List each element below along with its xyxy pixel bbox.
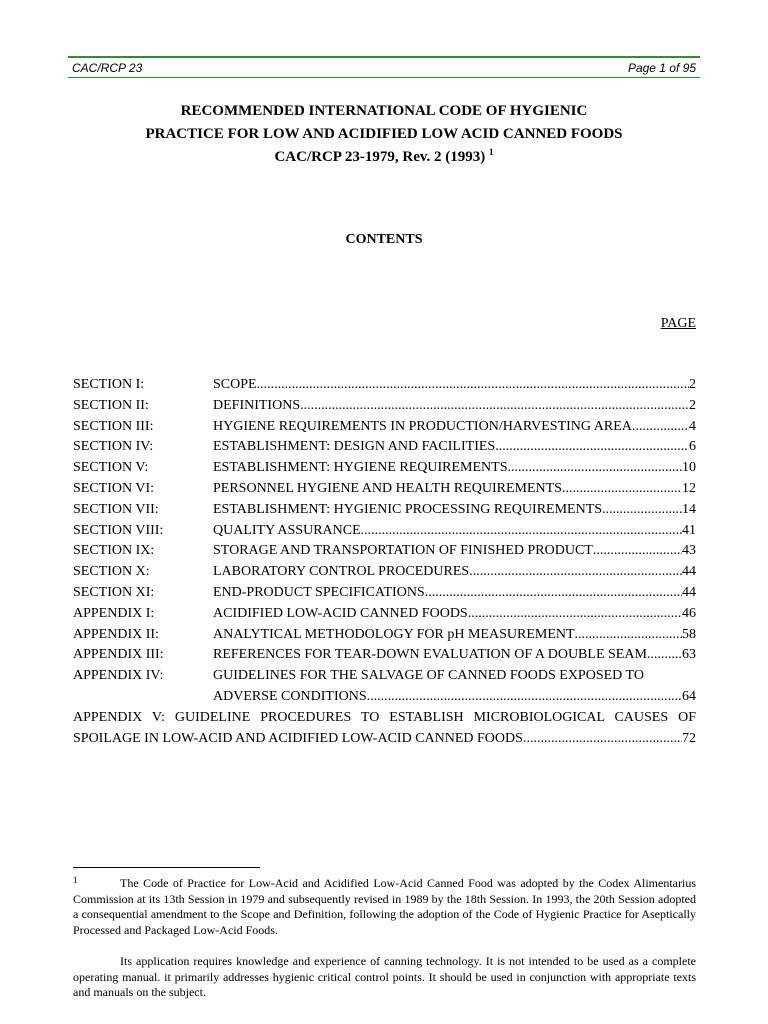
toc-entry[interactable] [73, 583, 696, 604]
toc-entry-label: APPENDIX IV: [73, 668, 164, 684]
toc-entry-appendix-iv-continued[interactable] [73, 687, 696, 708]
toc-entry-text [213, 687, 696, 708]
toc-entry-appendix-v[interactable]: APPENDIX V: GUIDELINE PROCEDURES TO ESTABLISH MICROBIOLOGICAL CAUSES OF [73, 709, 696, 725]
toc-entry-page: 2 [689, 397, 696, 413]
toc-entry-text [213, 625, 696, 646]
toc-leader-dots [575, 625, 682, 646]
toc-entry-page: 46 [682, 605, 696, 621]
title-line-2: PRACTICE FOR LOW AND ACIDIFIED LOW ACID CANNED FOODS [145, 126, 623, 142]
toc-entry-label: SECTION I: [73, 377, 145, 392]
toc-entry-page: 10 [682, 460, 696, 476]
toc-entry[interactable] [73, 396, 696, 417]
toc-entry-page: 63 [682, 647, 696, 663]
toc-entry-text [213, 396, 696, 417]
toc-leader-dots [562, 479, 682, 500]
toc-entry-label: SECTION V: [73, 460, 149, 476]
toc-leader-dots [367, 687, 682, 708]
toc-entry-label: SECTION II: [73, 397, 149, 413]
toc-entry-text [213, 458, 696, 479]
toc-entry-title: ANALYTICAL METHODOLOGY FOR pH MEASUREMENT [213, 626, 575, 642]
toc-entry-title: QUALITY ASSURANCE [213, 522, 361, 538]
toc-entry[interactable] [73, 541, 696, 562]
toc-entry-title: ESTABLISHMENT: HYGIENIC PROCESSING REQUIREMENTS [213, 501, 603, 517]
toc-entry[interactable] [73, 375, 696, 396]
title-footnote-ref[interactable]: 1 [489, 147, 494, 157]
toc-entry-text [213, 604, 696, 625]
toc-leader-dots [508, 458, 683, 479]
contents-heading: CONTENTS [345, 232, 423, 247]
toc-leader-dots [632, 417, 689, 438]
toc-leader-dots [300, 396, 689, 417]
toc-entry[interactable] [73, 500, 696, 521]
footnote [73, 876, 696, 1001]
toc-leader-dots [361, 521, 682, 542]
footnote-paragraph-2: Its application requires knowledge and experience of canning technology. It is not intended to be used as a complete operating manual. it primarily addresses hygienic critical control points. It should be used in conjunction with appropriate texts and manuals on the subject. [73, 954, 696, 999]
table-of-contents [73, 375, 696, 749]
toc-entry-text [213, 562, 696, 583]
toc-entry-page: 2 [689, 377, 696, 392]
toc-entry[interactable] [73, 562, 696, 583]
title-reference: CAC/RCP 23-1979, Rev. 2 (1993) [274, 149, 486, 165]
toc-entry-label: SECTION IV: [73, 439, 154, 455]
toc-entry[interactable] [73, 604, 696, 625]
footnote-paragraph-1: The Code of Practice for Low-Acid and Acidified Low-Acid Canned Food was adopted by the Codex Alimentarius Commission at its 13th Session in 1979 and subsequently revised in 1989 by the 18th Session. In 1993, the 20th Session adopted a consequential amendment to the Scope and Definition, following the adoption of the Code of Hygienic Practice for Aseptically Processed and Packaged Low-Acid Foods. [73, 876, 696, 937]
toc-entry-text [213, 521, 696, 542]
toc-entry-page: 64 [682, 688, 696, 704]
toc-entry-page: 44 [682, 564, 696, 580]
toc-entry-title: DEFINITIONS [213, 397, 301, 413]
toc-entry-page: 4 [689, 418, 696, 434]
toc-entry-page: 72 [682, 730, 696, 746]
header-top-rule [68, 56, 700, 58]
toc-entry[interactable] [73, 645, 696, 666]
toc-entry-label: SECTION VIII: [73, 522, 164, 538]
toc-entry[interactable] [73, 625, 696, 646]
toc-entry-text [213, 437, 696, 458]
toc-entry-title: HYGIENE REQUIREMENTS IN PRODUCTION/HARVESTING AREA [213, 418, 632, 434]
toc-entry-page: 14 [682, 501, 696, 517]
page-column-heading: PAGE [660, 316, 696, 331]
toc-entry-title: ESTABLISHMENT: DESIGN AND FACILITIES [213, 439, 496, 455]
toc-leader-dots [593, 541, 682, 562]
toc-entry[interactable] [73, 521, 696, 542]
toc-entry-label: SECTION III: [73, 418, 154, 434]
document-title [68, 100, 700, 169]
toc-entry-title: GUIDELINES FOR THE SALVAGE OF CANNED FOODS EXPOSED TO [213, 668, 644, 684]
toc-entry[interactable] [73, 437, 696, 458]
title-line-1: RECOMMENDED INTERNATIONAL CODE OF HYGIENIC [180, 103, 588, 119]
toc-entry-title: SCOPE [213, 377, 257, 392]
toc-entry-page: 58 [682, 626, 696, 642]
toc-entry-appendix-iv[interactable] [73, 666, 696, 687]
toc-entry-title: SPOILAGE IN LOW-ACID AND ACIDIFIED LOW-ACID CANNED FOODS [73, 730, 523, 746]
toc-entry[interactable] [73, 458, 696, 479]
document-code: CAC/RCP 23 [72, 61, 143, 75]
footnote-mark: 1 [73, 875, 78, 885]
toc-entry-text [213, 479, 696, 500]
toc-entry-label: APPENDIX II: [73, 626, 159, 642]
toc-entry-page: 6 [689, 439, 696, 455]
title-line-3 [68, 146, 700, 169]
toc-entry[interactable] [73, 417, 696, 438]
toc-leader-dots [495, 437, 689, 458]
toc-entry-text [73, 729, 696, 750]
toc-entry-title: ADVERSE CONDITIONS [213, 688, 367, 704]
header-bottom-rule [68, 77, 700, 78]
toc-entry-label: SECTION IX: [73, 543, 155, 559]
toc-entry-page: 41 [682, 522, 696, 538]
toc-entry-text [213, 645, 696, 666]
toc-entry-text [213, 417, 696, 438]
toc-entry-label: SECTION XI: [73, 584, 155, 600]
toc-entry-text [213, 583, 696, 604]
toc-entry-title: STORAGE AND TRANSPORTATION OF FINISHED PRODUCT [213, 543, 593, 559]
toc-leader-dots [468, 604, 682, 625]
toc-leader-dots [257, 375, 689, 396]
toc-entry-text [213, 541, 696, 562]
toc-entry-title: LABORATORY CONTROL PROCEDURES [213, 564, 470, 580]
toc-entry-title: PERSONNEL HYGIENE AND HEALTH REQUIREMENTS [213, 480, 562, 496]
toc-entry[interactable] [73, 479, 696, 500]
toc-entry-page: 12 [682, 480, 696, 496]
toc-entry-text [213, 500, 696, 521]
toc-entry-label: APPENDIX III: [73, 647, 164, 663]
toc-leader-dots [647, 645, 682, 666]
toc-rows [73, 375, 696, 666]
toc-entry-label: SECTION VI: [73, 480, 155, 496]
footnote-separator [73, 867, 260, 868]
toc-entry-appendix-v-continued[interactable] [73, 729, 696, 750]
toc-entry-page: 44 [682, 584, 696, 600]
toc-entry-title: ACIDIFIED LOW-ACID CANNED FOODS [213, 605, 468, 621]
toc-entry-title: REFERENCES FOR TEAR-DOWN EVALUATION OF A DOUBLE SEAM [213, 647, 647, 663]
toc-entry-title: ESTABLISHMENT: HYGIENE REQUIREMENTS [213, 460, 508, 476]
toc-leader-dots [425, 583, 682, 604]
toc-entry-text [213, 666, 696, 687]
toc-leader-dots [523, 729, 682, 750]
toc-leader-dots [469, 562, 682, 583]
toc-entry-label: APPENDIX I: [73, 605, 155, 621]
page-number: Page 1 of 95 [627, 61, 696, 75]
toc-entry-label: SECTION X: [73, 564, 150, 580]
toc-leader-dots [602, 500, 682, 521]
toc-entry-text [213, 375, 696, 396]
toc-entry-page: 43 [682, 543, 696, 559]
toc-entry-label: SECTION VII: [73, 501, 159, 517]
toc-entry-title: END-PRODUCT SPECIFICATIONS [213, 584, 425, 600]
